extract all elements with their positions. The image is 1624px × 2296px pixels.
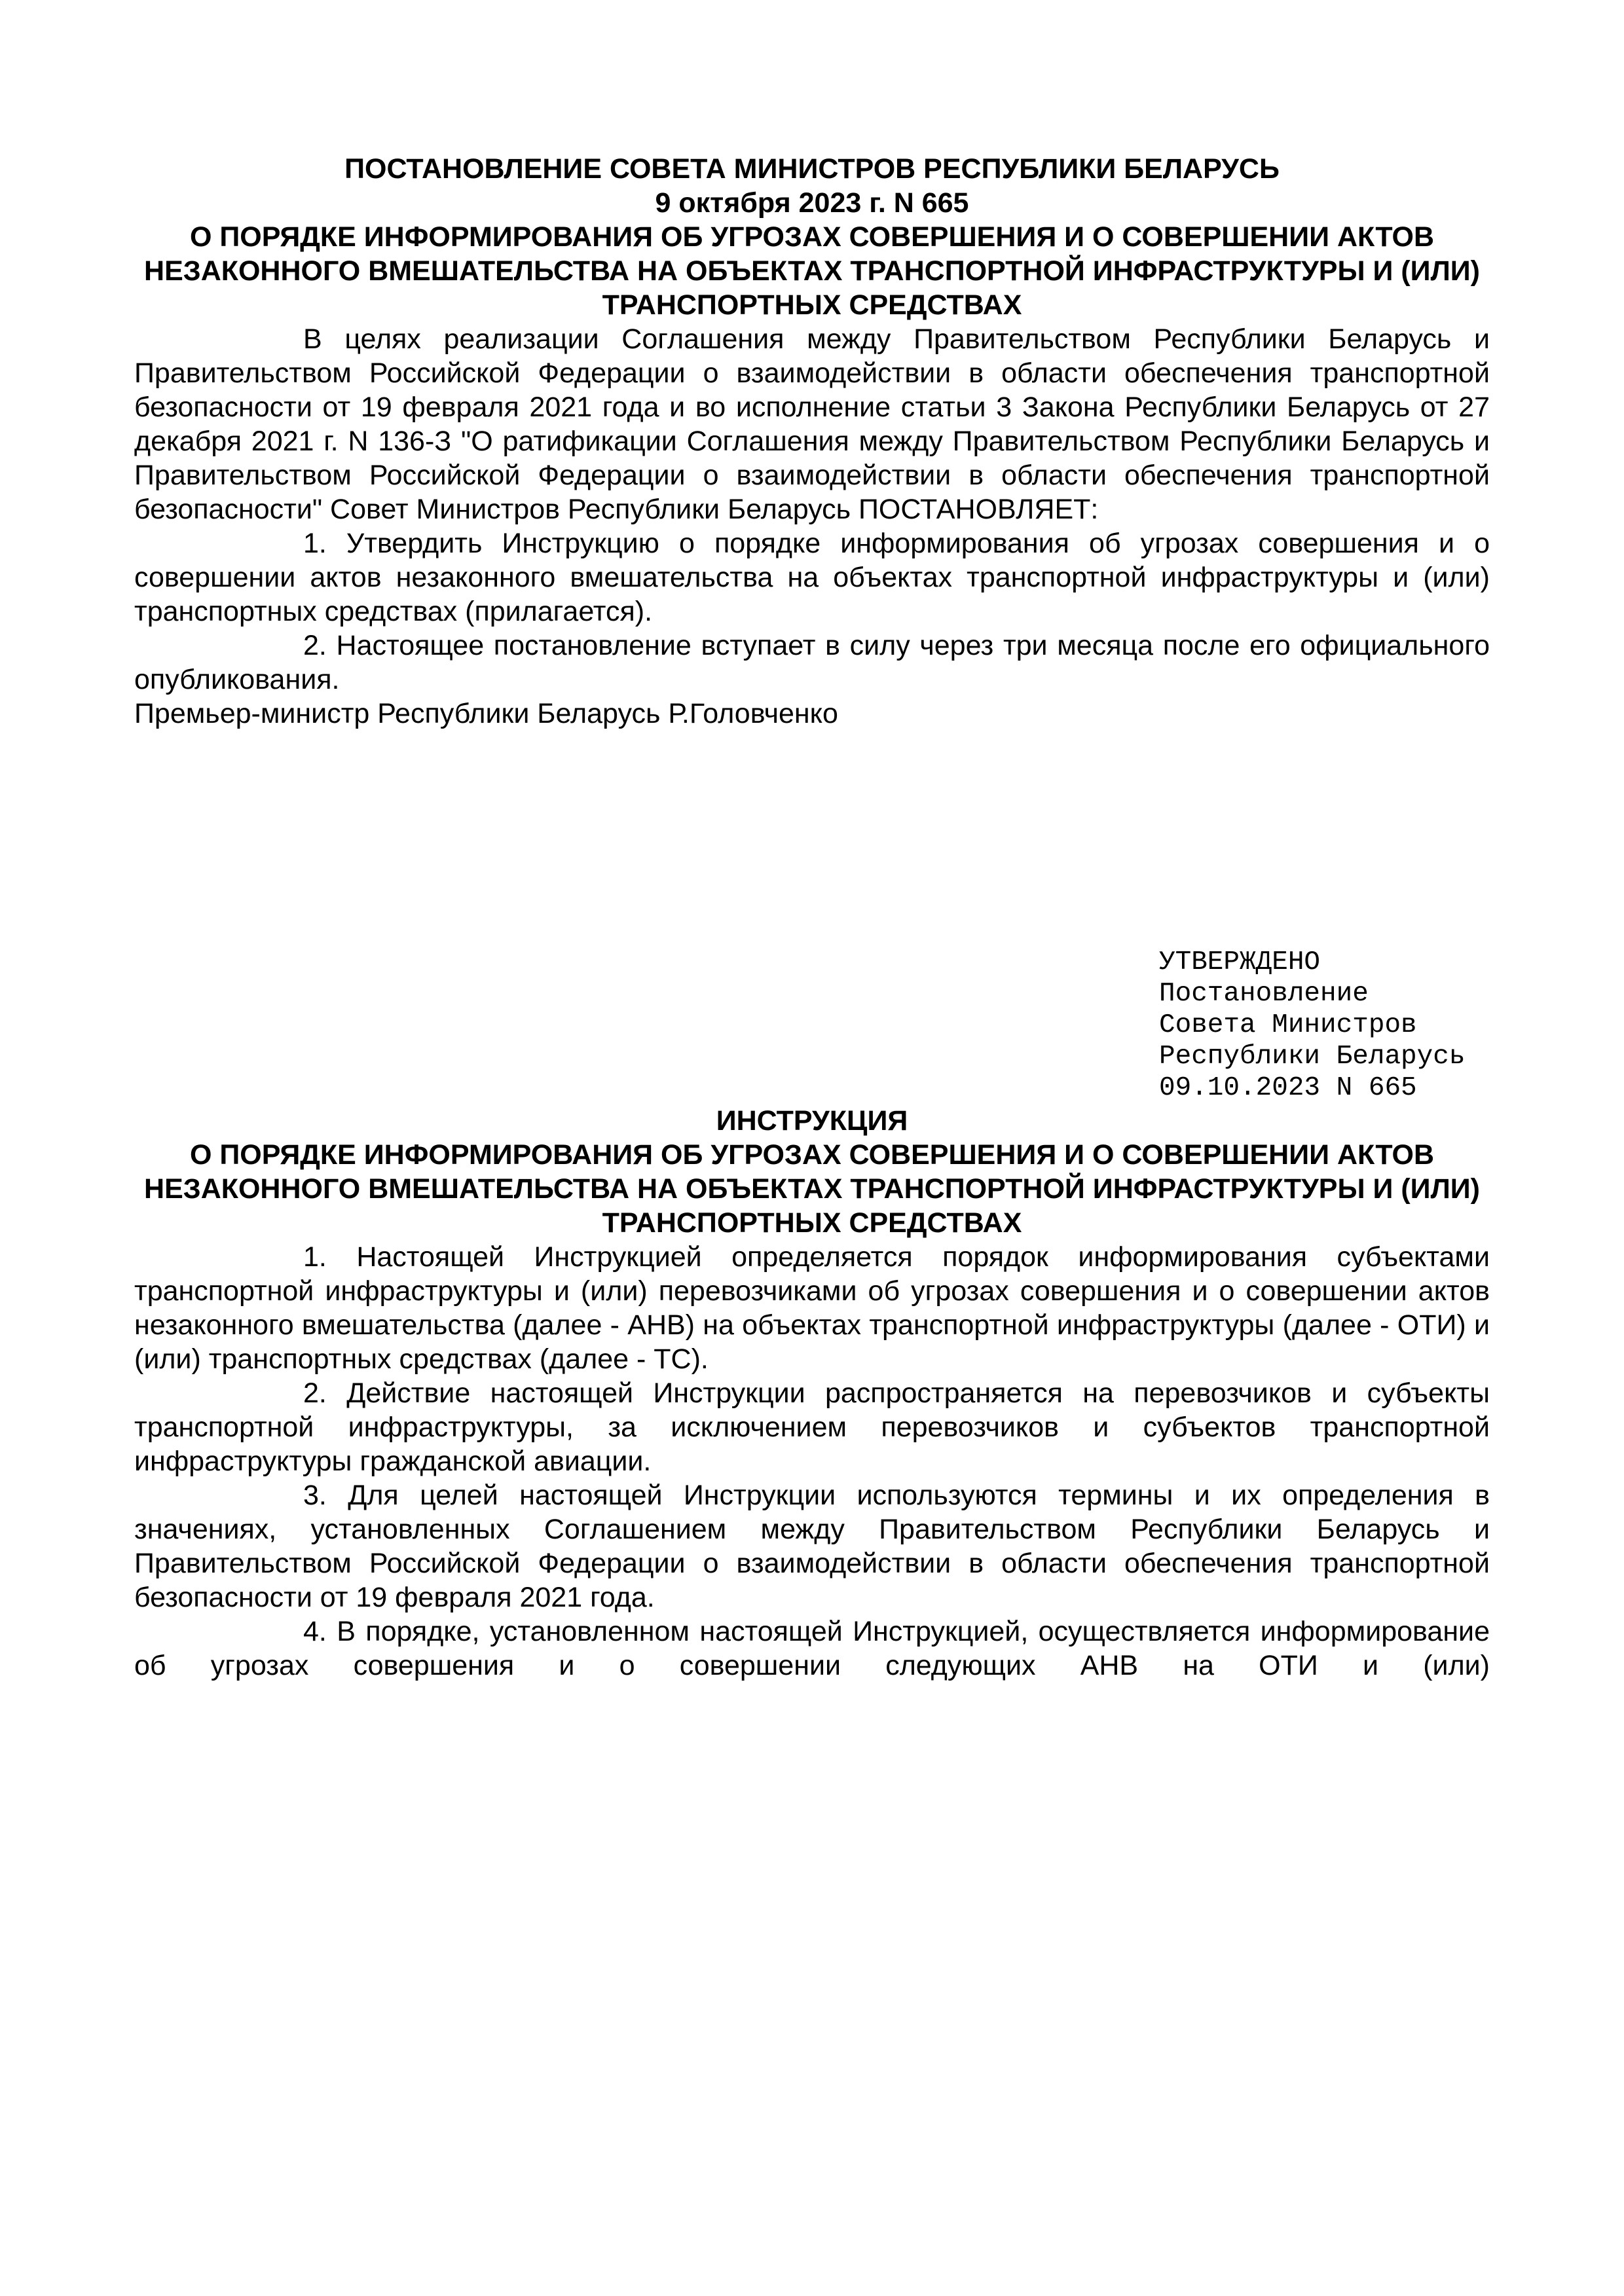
approval-stamp-line: Республики Беларусь (1159, 1042, 1466, 1072)
approval-stamp (1159, 947, 1490, 1104)
instruction-paragraph-1: 1. Настоящей Инструкцией определяется порядок информирования субъектами транспортной инфраструктуры и (или) перевозчиками об угрозах совершения и о совершении актов незаконного вмешательства (далее - АНВ) на объектах транспортной инфраструктуры (далее - ОТИ) и (или) транспортных средствах (далее - ТС). (134, 1241, 1490, 1375)
preamble-paragraph: В целях реализации Соглашения между Правительством Республики Беларусь и Правительством Российской Федерации о взаимодействии в области обеспечения транспортной безопасности от 19 февраля 2021 года и во исполнение статьи 3 Закона Республики Беларусь от 27 декабря 2021 г. N 136-З "О ратификации Соглашения между Правительством Республики Беларусь и Правительством Российской Федерации о взаимодействии в области обеспечения транспортной безопасности" Совет Министров Республики Беларусь ПОСТАНОВЛЯЕТ: (134, 323, 1490, 525)
approval-stamp-line: Постановление (1159, 979, 1369, 1009)
approval-stamp-line: Совета Министров (1159, 1010, 1417, 1040)
approval-stamp-line: 09.10.2023 N 665 (1159, 1073, 1417, 1103)
document-title: ПОСТАНОВЛЕНИЕ СОВЕТА МИНИСТРОВ РЕСПУБЛИКИ БЕЛАРУСЬ (344, 153, 1280, 185)
resolution-item-1: 1. Утвердить Инструкцию о порядке информирования об угрозах совершения и о совершении актов незаконного вмешательства на объектах транспортной инфраструктуры и (или) транспортных средствах (прилагается). (134, 528, 1490, 627)
instruction-paragraph-4: 4. В порядке, установленном настоящей Инструкцией, осуществляется информирование об угрозах совершения и о совершении следующих АНВ на ОТИ и (или) (134, 1616, 1490, 1681)
signature-line: Премьер-министр Республики Беларусь Р.Головченко (134, 698, 838, 729)
instruction-paragraph-2: 2. Действие настоящей Инструкции распространяется на перевозчиков и субъекты транспортной инфраструктуры, за исключением перевозчиков и субъектов транспортной инфраструктуры гражданской авиации. (134, 1377, 1490, 1477)
instruction-subject: О ПОРЯДКЕ ИНФОРМИРОВАНИЯ ОБ УГРОЗАХ СОВЕРШЕНИЯ И О СОВЕРШЕНИИ АКТОВ НЕЗАКОННОГО ВМЕШАТЕЛЬСТВА НА ОБЪЕКТАХ ТРАНСПОРТНОЙ ИНФРАСТРУКТУРЫ И (ИЛИ) ТРАНСПОРТНЫХ СРЕДСТВАХ (144, 1139, 1480, 1239)
document-date-number: 9 октября 2023 г. N 665 (655, 187, 969, 219)
instruction-paragraph-3: 3. Для целей настоящей Инструкции используются термины и их определения в значениях, установленных Соглашением между Правительством Республики Беларусь и Правительством Российской Федерации о взаимодействии в области обеспечения транспортной безопасности от 19 февраля 2021 года. (134, 1480, 1490, 1613)
instruction-title: ИНСТРУКЦИЯ (716, 1105, 908, 1137)
document-subject: О ПОРЯДКЕ ИНФОРМИРОВАНИЯ ОБ УГРОЗАХ СОВЕРШЕНИЯ И О СОВЕРШЕНИИ АКТОВ НЕЗАКОННОГО ВМЕШАТЕЛЬСТВА НА ОБЪЕКТАХ ТРАНСПОРТНОЙ ИНФРАСТРУКТУРЫ И (ИЛИ) ТРАНСПОРТНЫХ СРЕДСТВАХ (144, 221, 1480, 321)
resolution-item-2: 2. Настоящее постановление вступает в силу через три месяца после его официального опубликования. (134, 630, 1490, 695)
approval-stamp-line: УТВЕРЖДЕНО (1159, 947, 1321, 977)
